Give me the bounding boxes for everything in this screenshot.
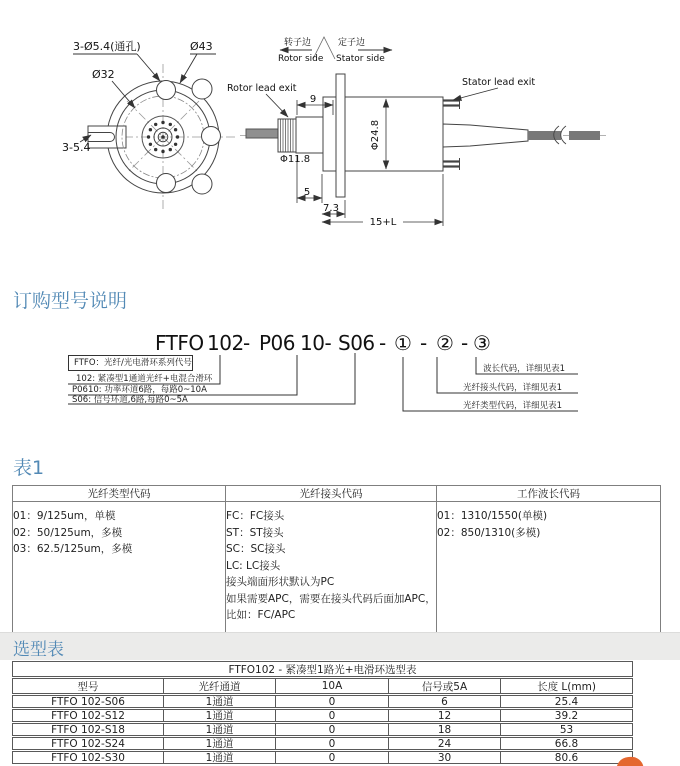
table1-header-row [13,486,661,502]
cell-model: FTFO 102-S24 [51,738,125,749]
dim-7-3: 7.3 [323,203,339,214]
model-part-dash3: - [420,331,427,355]
fiber-type-option: 01：9/125um，单模 [13,510,116,522]
col-10a: 10A [275,679,388,693]
selection-table [12,661,633,764]
model-part-type: 102 [207,331,244,355]
connector-note: 接头端面形状默认为PC [226,576,335,588]
model-part-circle2: ② [436,331,454,355]
model-part-dash2: - [379,331,386,355]
rotor-side-cn-label: 转子边 [284,38,312,48]
stator-lead-exit-label: Stator lead exit [462,77,536,88]
connector-note: 比如：FC/APC [226,609,296,621]
selection-table-title: FTFO102 - 紧凑型1路光+电滑环选型表 [228,663,417,676]
table-row [12,695,633,708]
wavelength-option: 02：850/1310(多模) [437,526,541,539]
cell-signal: 6 [388,696,500,707]
rotor-side-en-label: Rotor side [278,54,324,64]
model-part-dash1: - [243,331,250,355]
table1-cell-connector [226,502,437,639]
front-slot-label: 3-5.4 [62,141,91,154]
ordering-label-signal: S06: 信号环道,6路,每路0~5A [72,395,188,405]
technical-drawing [0,0,680,260]
cell-model: FTFO 102-S06 [51,696,125,707]
cell-fiber: 1通道 [163,696,275,707]
ordering-label-fiber-type: 光纤类型代码，详细见表1 [463,401,562,411]
ordering-heading: 订购型号说明 [13,290,128,312]
table1-heading: 表1 [13,457,45,479]
table1-col-connector: 光纤接头代码 [226,486,437,502]
table1 [12,485,661,639]
table-row [12,723,633,736]
table-row [12,709,633,722]
col-fiber: 光纤通道 [163,679,275,693]
model-part-current: 10- [300,331,332,355]
table1-col-wavelength: 工作波长代码 [437,486,661,502]
ordering-label-power: P0610: 功率环道6路，每路0~10A [72,385,207,395]
ordering-label-type: 102: 紧凑型1通道光纤+电混合滑环 [76,374,213,384]
table1-body-row [13,502,661,639]
ordering-label-wavelength: 波长代码，详细见表1 [483,364,565,374]
table1-cell-fiber-type [13,502,226,639]
side-view [227,36,606,228]
cell-length: 25.4 [500,696,632,707]
col-model: 型号 [77,680,99,693]
dim-5: 5 [303,187,311,198]
model-part-dash4: - [461,331,468,355]
cell-length: 80.6 [500,752,632,763]
front-holes-label: 3-Ø5.4(通孔) [73,40,141,53]
connector-option: LC: LC接头 [226,559,281,572]
cell-fiber: 1通道 [163,752,275,763]
connector-option: SC：SC接头 [226,543,286,555]
model-part-signal: S06 [338,331,375,355]
ordering-label-connector: 光纤接头代码，详细见表1 [463,383,562,393]
cell-length: 39.2 [500,710,632,721]
front-bolt-circle-label: Ø32 [92,68,115,81]
model-part-series: FTFO [155,331,204,355]
cell-signal: 18 [388,724,500,735]
model-part-circle3: ③ [473,331,491,355]
cell-signal: 24 [388,738,500,749]
cell-10a: 0 [275,738,388,749]
table1-col-fiber-type: 光纤类型代码 [13,486,226,502]
dim-24-8: Φ24.8 [370,119,381,151]
ordering-label-series: FTFO：光纤/光电滑环系列代号 [68,355,193,371]
col-length: 长度 L(mm) [500,679,632,693]
wavelength-option: 01：1310/1550(单模) [437,510,548,522]
front-outer-dia-label: Ø43 [190,40,213,53]
cell-10a: 0 [275,710,388,721]
cell-signal: 12 [388,710,500,721]
cell-fiber: 1通道 [163,738,275,749]
cell-model: FTFO 102-S12 [51,710,125,721]
table-row [12,751,633,764]
cell-10a: 0 [275,752,388,763]
connector-option: ST：ST接头 [226,526,284,539]
stator-side-en-label: Stator side [336,54,385,64]
cell-model: FTFO 102-S18 [51,724,125,735]
connector-note: 如果需要APC，需要在接头代码后面加APC， [226,592,436,605]
cell-10a: 0 [275,724,388,735]
model-part-circle1: ① [394,331,412,355]
cell-fiber: 1通道 [163,710,275,721]
selection-table-title-row [12,661,633,677]
stator-side-cn-label: 定子边 [338,38,366,48]
cell-fiber: 1通道 [163,724,275,735]
rotor-lead-exit-label: Rotor lead exit [227,83,297,94]
cell-signal: 30 [388,752,500,763]
dim-9: 9 [309,94,317,105]
fiber-type-option: 02：50/125um，多模 [13,526,123,539]
connector-option: FC：FC接头 [226,510,285,522]
selection-heading-band [0,632,680,660]
table-row [12,737,633,750]
fiber-type-option: 03：62.5/125um，多模 [13,543,133,555]
cell-10a: 0 [275,696,388,707]
model-part-power: P06 [259,331,296,355]
col-signal: 信号或5A [388,679,500,693]
dim-15-l: 15+L [369,217,397,228]
front-view [62,39,238,212]
dim-11-8: Φ11.8 [280,154,311,165]
cell-length: 53 [500,724,632,735]
cell-model: FTFO 102-S30 [51,752,125,763]
table1-cell-wavelength [437,502,661,639]
selection-heading: 选型表 [13,640,64,660]
selection-table-header-row [12,678,633,694]
cell-length: 66.8 [500,738,632,749]
